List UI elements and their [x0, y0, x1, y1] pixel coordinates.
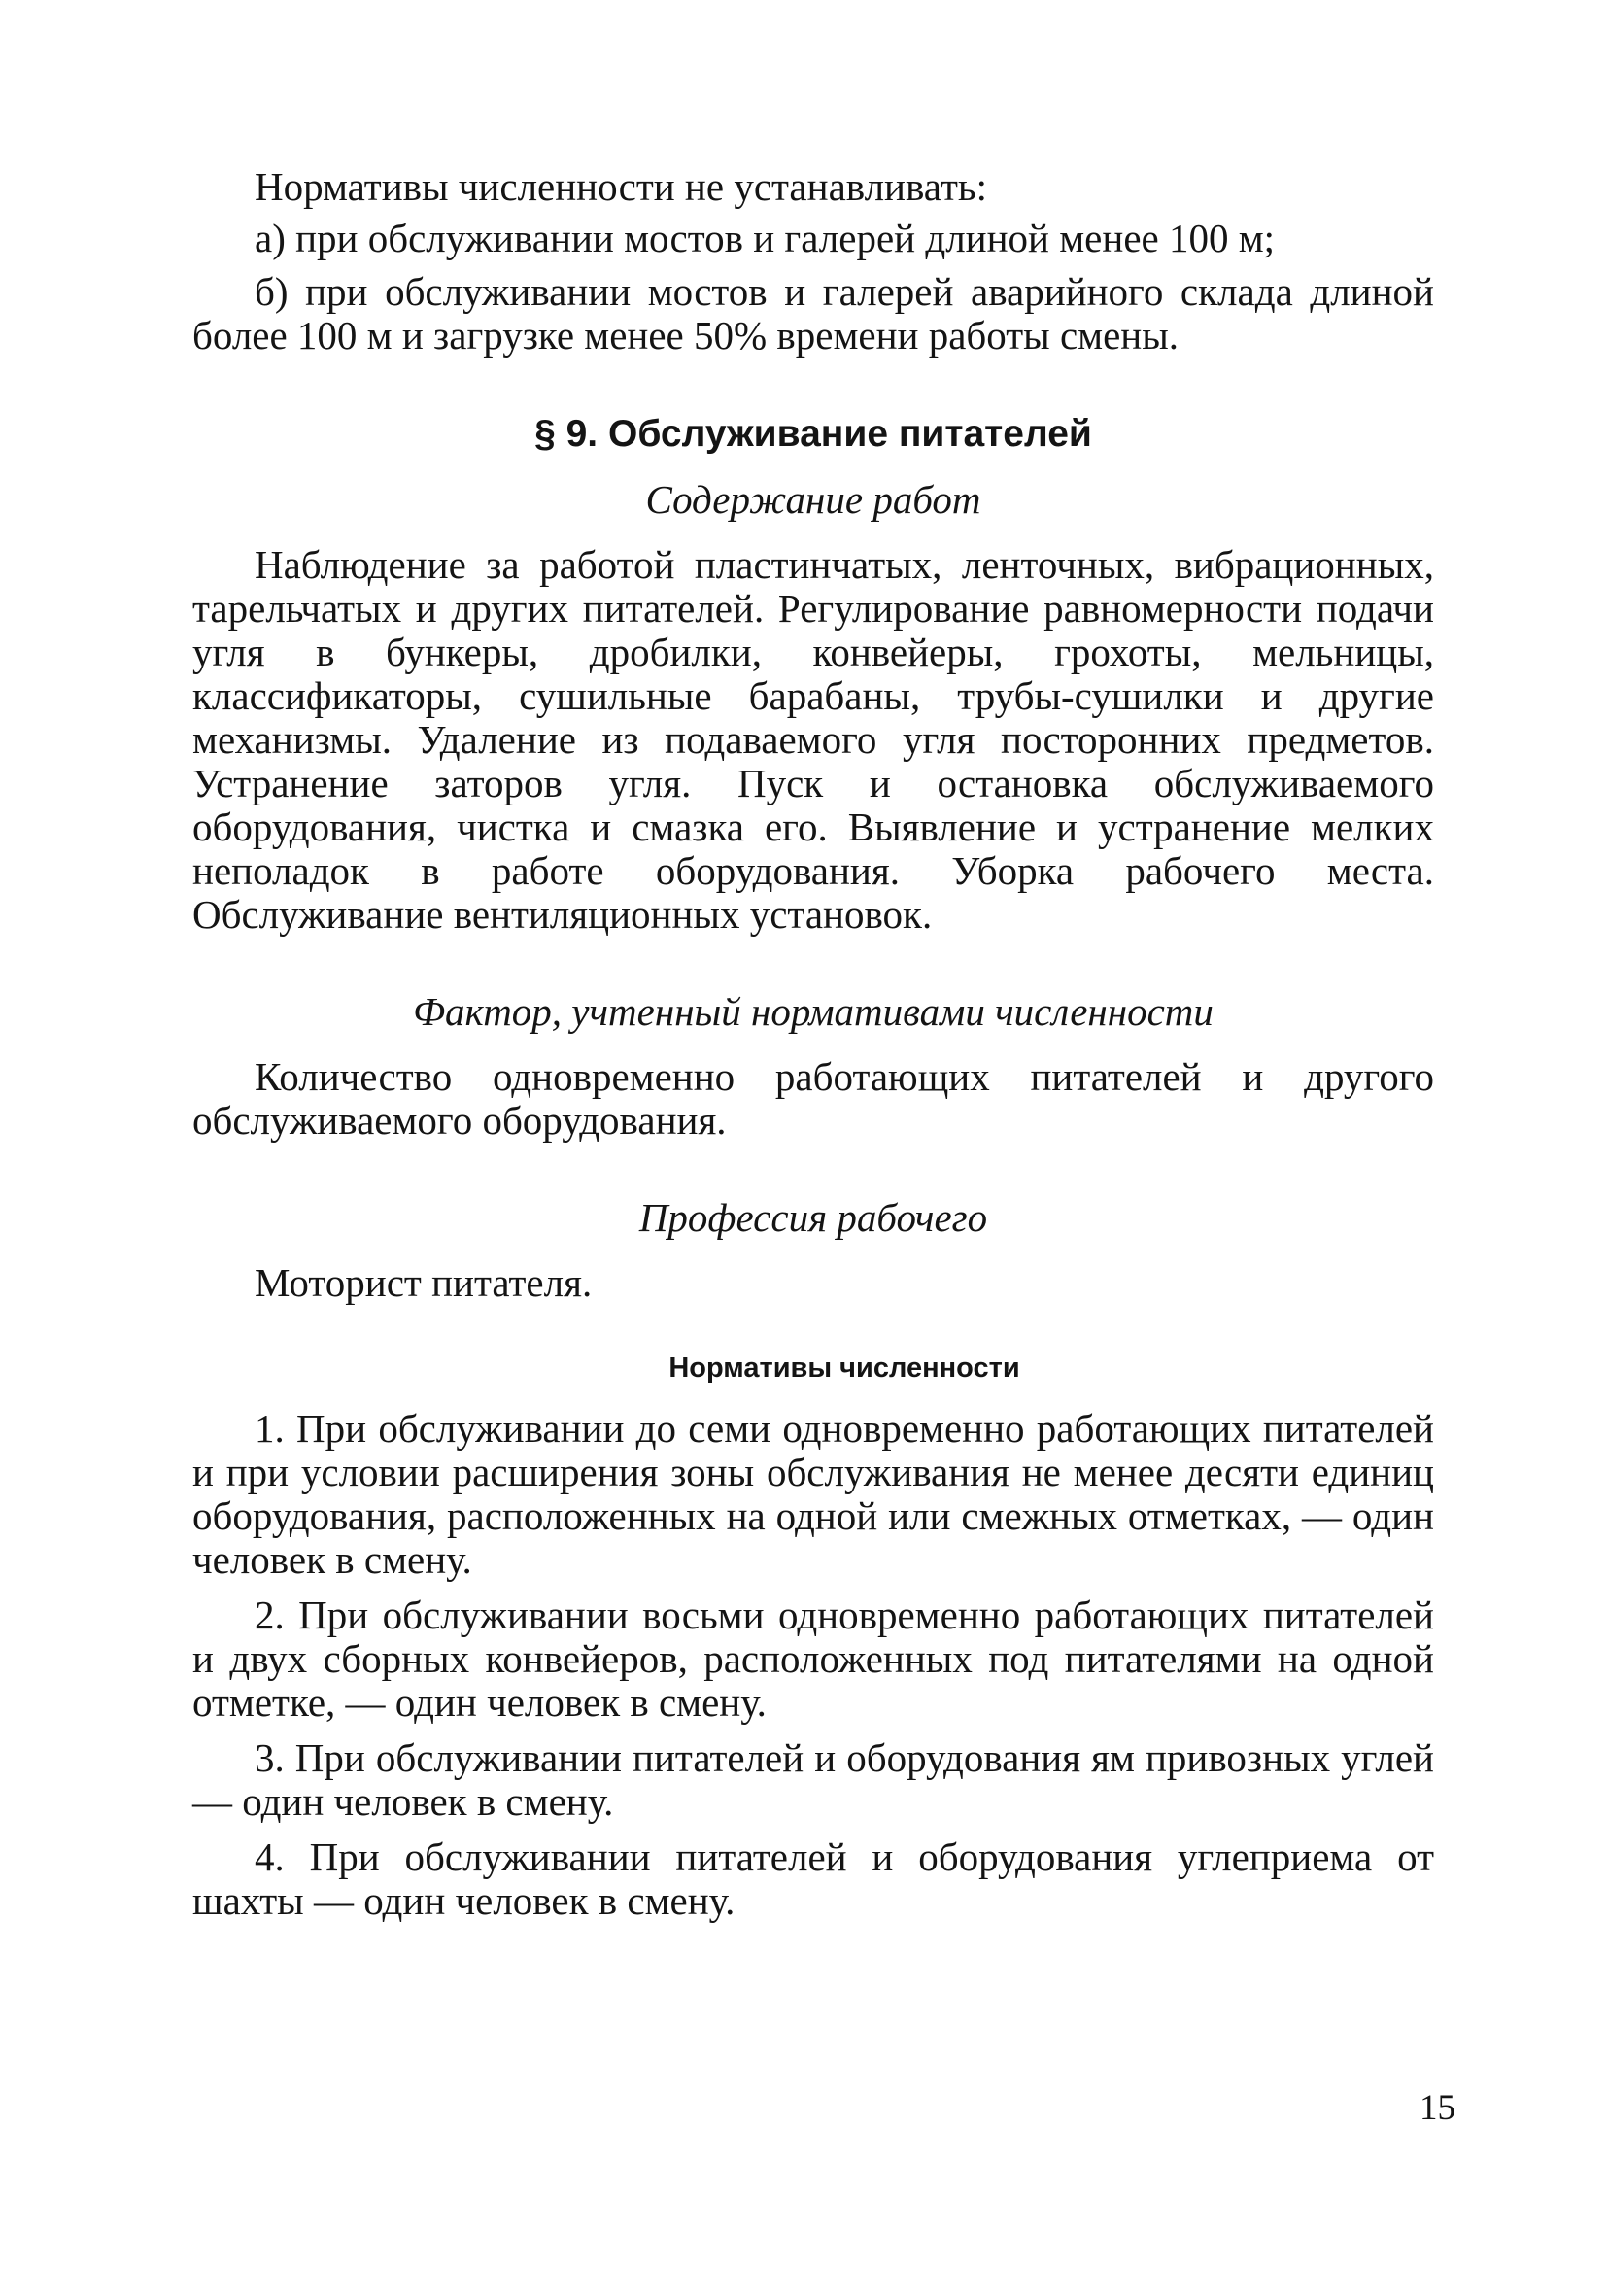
profession-text: Моторист питателя. [255, 1260, 593, 1305]
norm-item-4: 4. При обслуживании питателей и оборудования углеприема от шахты — один человек в смену. [192, 1834, 1434, 1923]
norms-heading: Нормативы численности [668, 1353, 1020, 1384]
intro-item-b: б) при обслуживании мостов и галерей аварийного склада длиной более 100 м и загрузке менее 50% времени работы смены. [192, 269, 1434, 358]
factor-text: Количество одновременно работающих питателей и другого обслуживаемого оборудования. [192, 1054, 1434, 1143]
intro-item-a: а) при обслуживании мостов и галерей длиной менее 100 м; [255, 216, 1276, 260]
norm-item-1: 1. При обслуживании до семи одновременно работающих питателей и при условии расширения зоны обслуживания не менее десяти единиц оборудования, расположенных на одной или смежных отметках, — один человек в смену. [192, 1406, 1434, 1582]
intro-heading: Нормативы численности не устанавливать: [255, 164, 987, 209]
factor-heading: Фактор, учтенный нормативами численности [413, 989, 1214, 1034]
content-heading: Содержание работ [645, 477, 981, 522]
section-title: § 9. Обслуживание питателей [534, 413, 1092, 455]
content-text: Наблюдение за работой пластинчатых, ленточных, вибрационных, тарельчатых и других питателей. Регулирование равномерности подачи угля в бункеры, дробилки, конвейеры, грохоты, мельницы, классификаторы, сушильные барабаны, трубы-сушилки и другие механизмы. Удаление из подаваемого угля посторонних предметов. Устранение заторов угля. Пуск и остановка обслуживаемого оборудования, чистка и смазка его. Выявление и устранение мелких неполадок в работе оборудования. Уборка рабочего места. Обслуживание вентиляционных установок. [192, 542, 1434, 937]
norm-item-2: 2. При обслуживании восьми одновременно работающих питателей и двух сборных конвейеров, расположенных под питателями на одной отметке, — один человек в смену. [192, 1593, 1434, 1725]
page-number: 15 [1420, 2088, 1455, 2128]
norm-item-3: 3. При обслуживании питателей и оборудования ям привозных углей — один человек в смену. [192, 1735, 1434, 1824]
profession-heading: Профессия рабочего [638, 1195, 988, 1240]
page-body [192, 165, 1434, 1923]
